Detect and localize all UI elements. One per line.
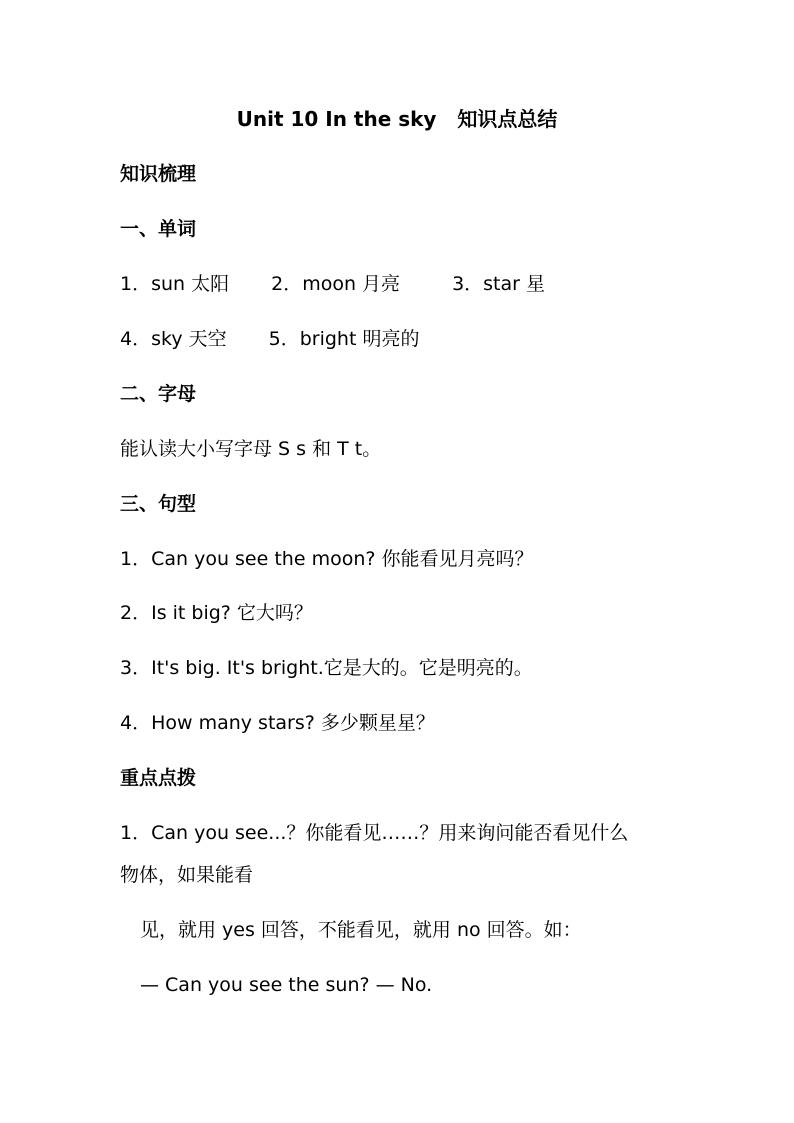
sentence-item: 3．It's big. It's bright.它是大的。它是明亮的。 xyxy=(120,657,533,679)
keypoints-heading: 重点点拨 xyxy=(120,767,197,789)
section-heading-knowledge: 知识梳理 xyxy=(120,163,197,185)
keypoint-line-3: 见，就用 yes 回答，不能看见，就用 no 回答。如： xyxy=(140,919,582,941)
vocab-row-1 xyxy=(120,271,545,297)
keypoint-line-2: 物体，如果能看 xyxy=(120,864,254,886)
vocab-item-star: 3．star 星 xyxy=(452,273,545,295)
sentence-item: 2．Is it big? 它大吗？ xyxy=(120,602,313,624)
sentences-heading: 三、句型 xyxy=(120,493,197,515)
letters-heading: 二、字母 xyxy=(120,383,197,405)
keypoint-line-1: 1．Can you see...？你能看见……？用来询问能否看见什么 xyxy=(120,822,629,844)
sentence-item: 4．How many stars? 多少颗星星？ xyxy=(120,712,435,734)
vocab-heading: 一、单词 xyxy=(120,218,197,240)
vocab-item-sun: 1．sun 太阳 xyxy=(120,273,230,295)
vocab-item-moon: 2．moon 月亮 xyxy=(271,273,401,295)
vocab-item-bright: 5．bright 明亮的 xyxy=(268,328,420,350)
letters-text: 能认读大小写字母 S s 和 T t。 xyxy=(120,438,382,460)
keypoint-example: — Can you see the sun? — No. xyxy=(140,974,433,996)
vocab-item-sky: 4．sky 天空 xyxy=(120,328,227,350)
vocab-row-2 xyxy=(120,326,419,352)
page-title: Unit 10 In the sky 知识点总结 xyxy=(236,107,558,131)
sentence-item: 1．Can you see the moon? 你能看见月亮吗？ xyxy=(120,548,534,570)
